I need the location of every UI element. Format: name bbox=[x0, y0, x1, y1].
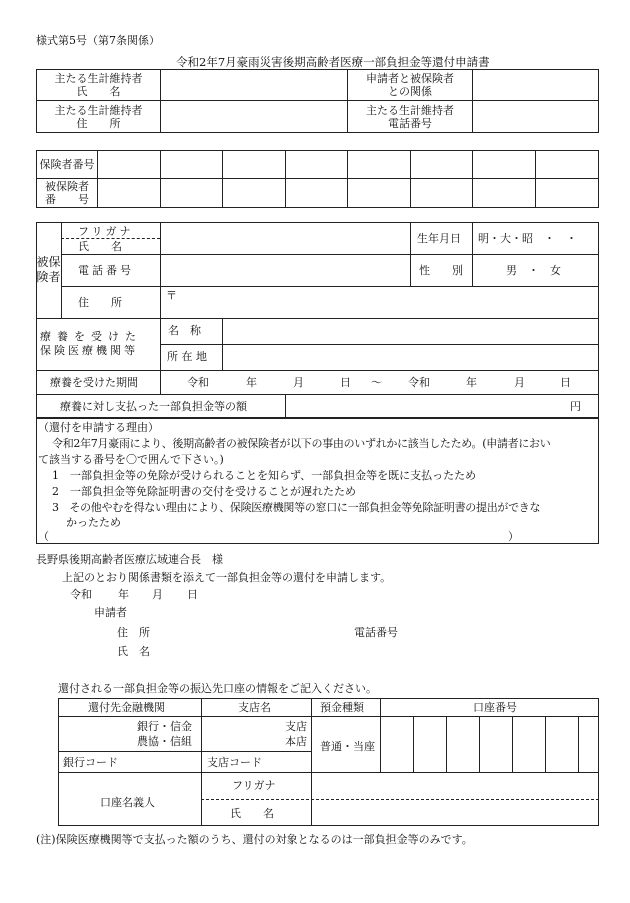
paid-amount-label: 療養に対し支払った一部負担金等の額 bbox=[60, 400, 247, 413]
facility-label: 療養を受けた 保険医療機関等 bbox=[40, 330, 142, 357]
other-reason-open: （ bbox=[38, 530, 49, 543]
reason-item-2[interactable]: 2 一部負担金等免除証明書の交付を受けることが遅れたため bbox=[52, 485, 356, 498]
holder-furigana-label: フリガナ bbox=[232, 779, 276, 792]
facility-name-field[interactable] bbox=[223, 319, 598, 343]
account-number-boxes[interactable] bbox=[381, 717, 598, 771]
paid-amount-field[interactable] bbox=[286, 395, 598, 417]
reason-item-3[interactable]: 3 その他やむを得ない理由により、保険医療機関等の窓口に一部負担金等免除証明書の提出ができな bbox=[52, 501, 541, 514]
holder-label: 口座名義人 bbox=[100, 796, 155, 809]
statement: 上記のとおり関係書類を添えて一部負担金等の還付を申請します。 bbox=[62, 571, 392, 584]
bank-intro: 還付される一部負担金等の振込先口座の情報をご記入ください。 bbox=[58, 682, 377, 695]
other-reason-field[interactable] bbox=[52, 530, 508, 543]
applicant-name-field[interactable] bbox=[160, 643, 350, 659]
reason-item-1[interactable]: 1 一部負担金等の免除が受けられることを知らず、一部負担金等を既に支払ったため bbox=[52, 469, 477, 482]
relation-field[interactable] bbox=[472, 69, 599, 101]
furigana-label: フリガナ bbox=[78, 225, 134, 238]
main-name-field[interactable] bbox=[160, 69, 348, 101]
main-phone-field[interactable] bbox=[472, 100, 599, 133]
bank-type-1[interactable]: 銀行・信金 bbox=[137, 720, 192, 733]
holder-name-field[interactable] bbox=[312, 800, 598, 825]
insured-address-field[interactable] bbox=[161, 287, 598, 317]
insured-vertical-label: 被保険者 bbox=[36, 255, 61, 284]
facility-location-label: 所 在 地 bbox=[167, 350, 207, 363]
branch-type-1[interactable]: 支店 bbox=[285, 720, 307, 733]
other-reason-close: ） bbox=[508, 530, 519, 543]
insured-number-label: 被保険者 番 号 bbox=[36, 178, 98, 208]
reason-item-3-cont: かったため bbox=[66, 516, 121, 529]
main-phone-label: 主たる生計維持者 電話番号 bbox=[347, 100, 473, 133]
gender-label: 性 別 bbox=[419, 264, 463, 277]
facility-name-label: 名 称 bbox=[168, 324, 201, 337]
deposit-header: 預金種類 bbox=[320, 701, 364, 714]
branch-type-2[interactable]: 本店 bbox=[285, 735, 307, 748]
birth-field[interactable]: 明・大・昭 ・ ・ bbox=[478, 232, 577, 245]
reasons-heading: （還付を申請する理由） bbox=[38, 421, 159, 434]
form-title: 令和2年7月豪雨災害後期高齢者医療一部負担金等還付申請書 bbox=[176, 55, 490, 69]
applicant-phone-label: 電話番号 bbox=[354, 626, 398, 639]
applicant-address-field[interactable] bbox=[160, 624, 350, 640]
branch-header: 支店名 bbox=[238, 701, 271, 714]
period-label: 療養を受けた期間 bbox=[50, 376, 138, 389]
form-number: 様式第5号（第7条関係） bbox=[36, 34, 160, 47]
deposit-type-field[interactable]: 普通・当座 bbox=[320, 740, 375, 753]
account-header: 口座番号 bbox=[473, 701, 517, 714]
reasons-intro-1: 令和2年7月豪雨により、後期高齢者の被保険者が以下の事由のいずれかに該当したため。(申請者におい bbox=[52, 437, 551, 450]
applicant-address-label: 住 所 bbox=[117, 626, 150, 639]
facility-location-field[interactable] bbox=[223, 345, 598, 369]
applicant-name-label: 氏 名 bbox=[117, 645, 150, 658]
main-name-label: 主たる生計維持者 氏 名 bbox=[36, 69, 161, 101]
applicant-phone-field[interactable] bbox=[410, 624, 590, 640]
relation-label: 申請者と被保険者 との関係 bbox=[347, 69, 473, 101]
insured-address-label: 住 所 bbox=[78, 296, 122, 309]
main-address-label: 主たる生計維持者 住 所 bbox=[36, 100, 161, 133]
gender-field[interactable]: 男 ・ 女 bbox=[506, 264, 561, 277]
bank-type-2[interactable]: 農協・信組 bbox=[137, 735, 192, 748]
insurance-number-boxes[interactable] bbox=[97, 150, 599, 208]
holder-name-label: 氏 名 bbox=[230, 807, 274, 820]
institution-header: 還付先金融機関 bbox=[88, 701, 165, 714]
insured-name-field[interactable] bbox=[161, 223, 409, 253]
bank-code-label: 銀行コード bbox=[63, 756, 118, 769]
branch-code-label: 支店コード bbox=[207, 756, 262, 769]
birth-label: 生年月日 bbox=[417, 232, 461, 245]
holder-furigana-field[interactable] bbox=[312, 773, 598, 798]
insured-phone-field[interactable] bbox=[161, 255, 409, 285]
postal-mark: 〒 bbox=[166, 289, 177, 302]
insured-name-label: 氏 名 bbox=[78, 240, 122, 253]
addressee: 長野県後期高齢者医療広域連合長 様 bbox=[36, 553, 223, 566]
reasons-intro-2: て該当する番号を〇で囲んで下さい。) bbox=[38, 453, 224, 466]
insurer-number-label: 保険者番号 bbox=[36, 150, 98, 179]
main-address-field[interactable] bbox=[160, 100, 348, 133]
insured-phone-label: 電話番号 bbox=[78, 264, 134, 277]
paid-unit: 円 bbox=[570, 400, 581, 413]
footnote: (注)保険医療機関等で支払った額のうち、還付の対象となるのは一部負担金等のみです。 bbox=[36, 833, 473, 846]
applicant-label: 申請者 bbox=[94, 606, 127, 619]
